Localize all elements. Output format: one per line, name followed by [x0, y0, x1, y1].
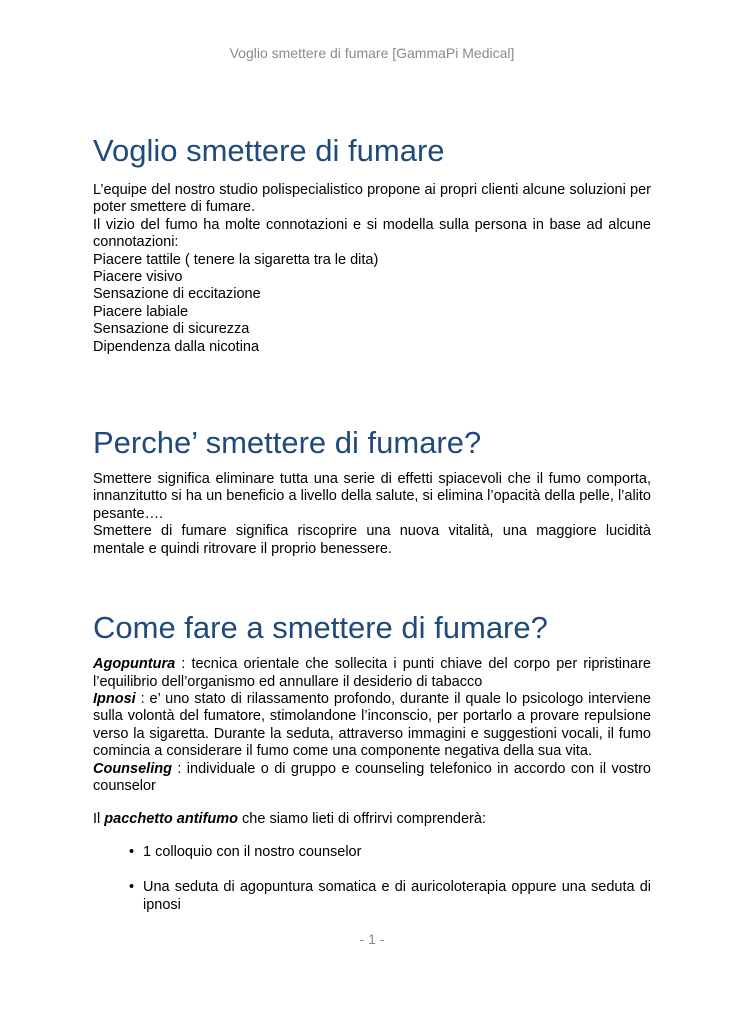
method-term: Agopuntura: [93, 656, 176, 673]
section3-body: [93, 656, 651, 914]
section1-body: [93, 182, 651, 356]
package-list-item: [129, 844, 651, 861]
package-item-text: Una seduta di agopuntura somatica e di auricoloterapia oppure una seduta di ipnosi: [143, 879, 651, 913]
section-title-come-fare: Come fare a smettere di fumare?: [93, 610, 548, 646]
connotation-line: Sensazione di sicurezza: [93, 321, 250, 338]
method-ipnosi: [93, 691, 651, 761]
method-counseling: [93, 761, 651, 796]
method-term: Ipnosi: [93, 690, 136, 707]
bullet-icon: •: [129, 843, 135, 860]
method-description: : e’ uno stato di rilassamento profondo, durante il quale lo psicologo interviene sulla volontà del fumatore, stimolandone l’inconscio, per portarlo a provare repulsione verso la sigaretta. Durante la seduta, attraverso immagini e suggestioni vocali, il fumo comincia a considerare il fumo come una componente negativa della sua vita.: [93, 690, 651, 760]
method-term: Counseling: [93, 760, 172, 777]
method-agopuntura: [93, 656, 651, 691]
document-content: [93, 132, 651, 914]
section2-paragraph-1: Smettere significa eliminare tutta una serie di effetti spiacevoli che il fumo comporta, innanzitutto si ha un beneficio a livello della salute, si elimina l’opacità della pelle, l’alito pesante….: [93, 471, 651, 522]
section-title-perche-smettere: Perche’ smettere di fumare?: [93, 425, 482, 461]
section2-paragraph-2: Smettere di fumare significa riscoprire una nuova vitalità, una maggiore lucidità mentale e quindi ritrovare il proprio benessere.: [93, 523, 651, 557]
connotation-line: Piacere tattile ( tenere la sigaretta tra le dita): [93, 251, 379, 268]
section1-paragraph-2: Il vizio del fumo ha molte connotazioni e si modella sulla persona in base ad alcune connotazioni:: [93, 216, 651, 251]
connotation-line: Piacere visivo: [93, 269, 183, 286]
connotation-line: Sensazione di eccitazione: [93, 286, 261, 303]
method-description: : tecnica orientale che sollecita i punti chiave del corpo per ripristinare l’equilibrio dell’organismo ed annullare il desiderio di tabacco: [93, 656, 651, 690]
package-intro-term: pacchetto antifumo: [104, 811, 239, 828]
package-intro: [93, 811, 651, 828]
package-intro-prefix: Il: [93, 811, 105, 828]
section2-body: [93, 471, 651, 558]
connotation-line: Dipendenza dalla nicotina: [93, 338, 260, 355]
package-intro-suffix: che siamo lieti di offrirvi comprenderà:: [238, 811, 486, 828]
package-list-item: [129, 879, 651, 914]
running-header: Voglio smettere di fumare [GammaPi Medical]: [229, 45, 515, 61]
page-number: - 1 -: [359, 931, 385, 947]
package-list: [93, 844, 651, 914]
connotation-line: Piacere labiale: [93, 303, 189, 320]
package-item-text: 1 colloquio con il nostro counselor: [143, 843, 362, 860]
bullet-icon: •: [129, 879, 135, 896]
section1-paragraph-1: L’equipe del nostro studio polispecialistico propone ai propri clienti alcune soluzioni per poter smettere di fumare.: [93, 182, 651, 216]
section-title-voglio-smettere: Voglio smettere di fumare: [93, 133, 445, 168]
method-description: : individuale o di gruppo e counseling telefonico in accordo con il vostro counselor: [93, 760, 651, 794]
